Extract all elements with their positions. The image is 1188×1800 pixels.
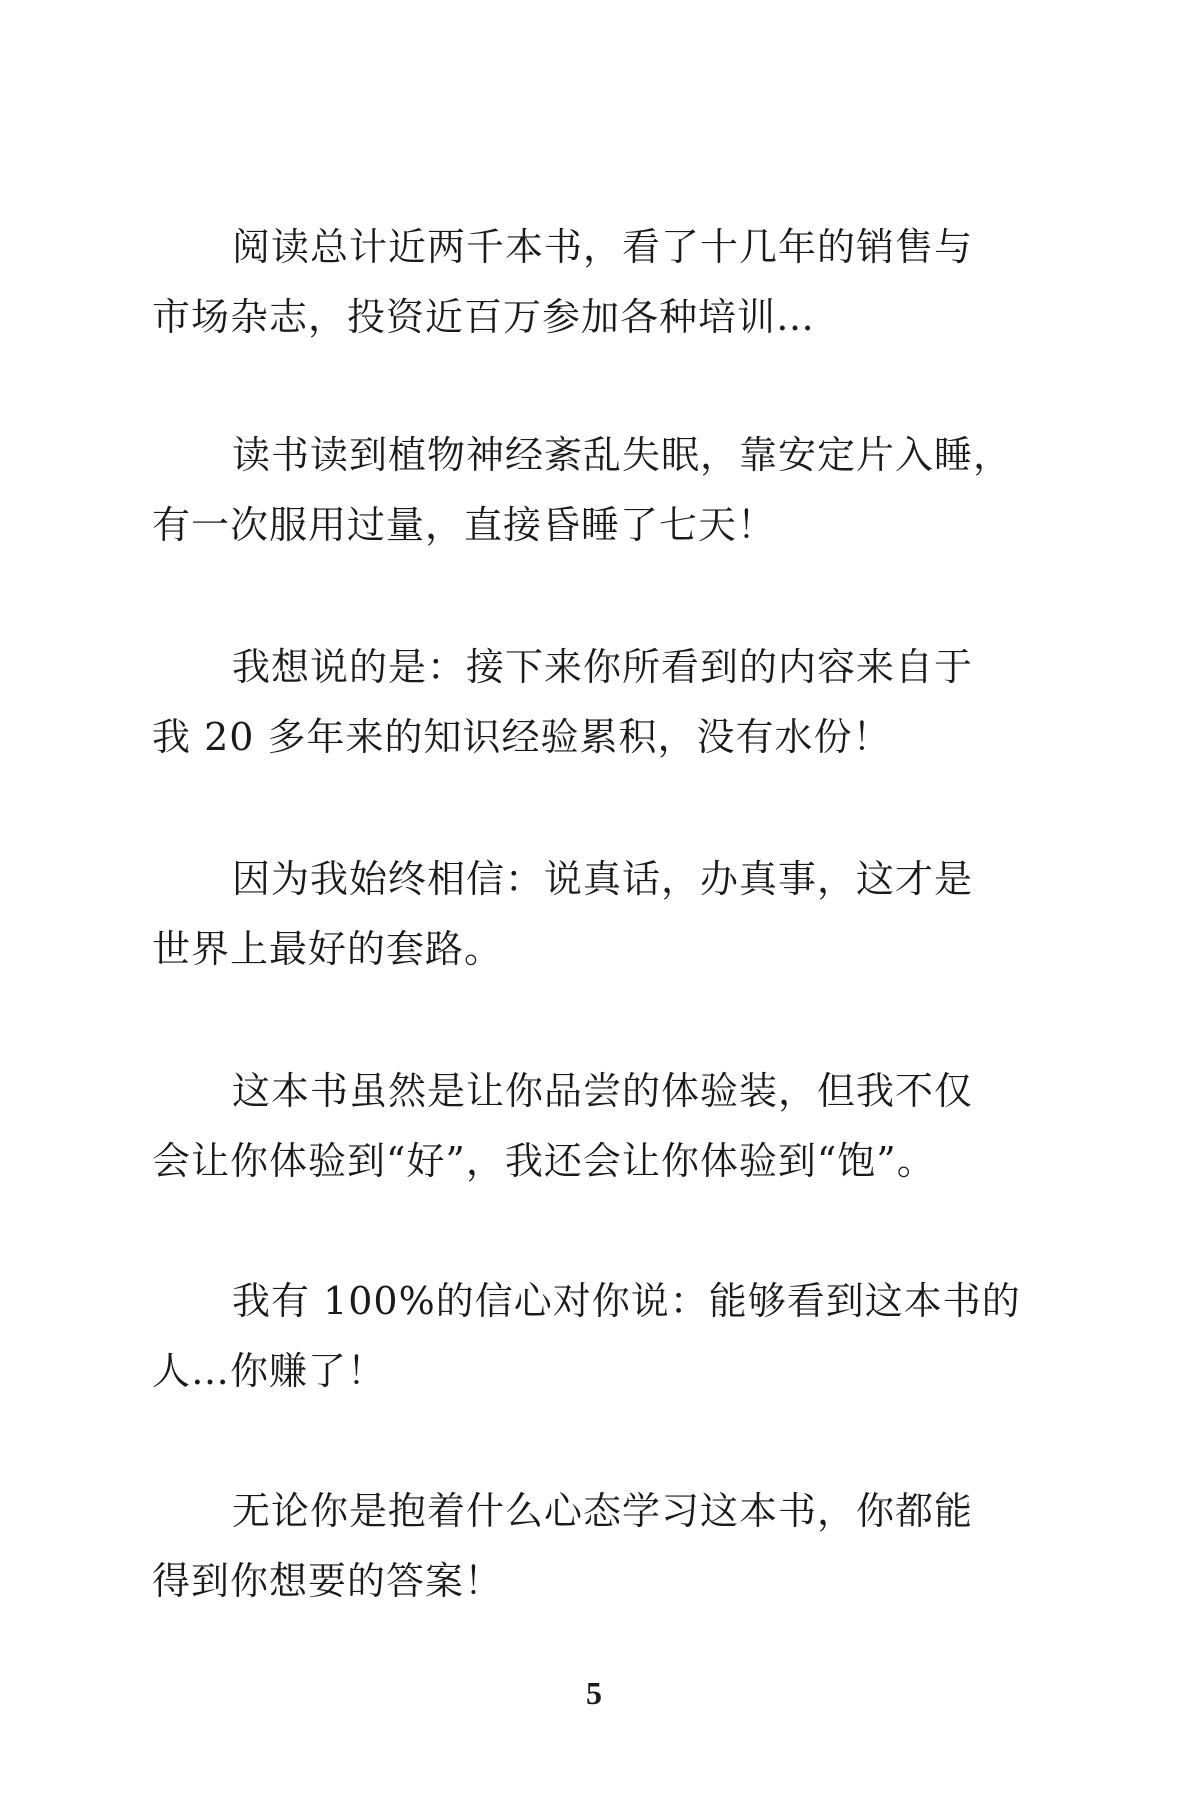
paragraph: [152, 1266, 1032, 1406]
paragraph-line: 读书读到植物神经紊乱失眠，靠安定片入睡，: [232, 433, 1013, 477]
paragraph-line: 市场杂志，投资近百万参加各种培训…: [152, 295, 816, 339]
paragraph: [152, 420, 1032, 560]
paragraph-line: 世界上最好的套路。: [152, 927, 504, 971]
paragraph: [152, 212, 1032, 352]
paragraph-line: 无论你是抱着什么心态学习这本书，你都能: [232, 1489, 974, 1533]
paragraph-line: 我 20 多年来的知识经验累积，没有水份！: [152, 715, 892, 759]
paragraph-line: 阅读总计近两千本书，看了十几年的销售与: [232, 225, 974, 269]
paragraph: [152, 1056, 1032, 1196]
page-number: 5: [586, 1675, 602, 1711]
paragraph-line: 会让你体验到“好”，我还会让你体验到“饱”。: [152, 1139, 936, 1183]
paragraph-line: 得到你想要的答案！: [152, 1559, 504, 1603]
paragraph: [152, 844, 1032, 984]
paragraph-line: 我想说的是：接下来你所看到的内容来自于: [232, 645, 974, 689]
paragraph-line: 有一次服用过量，直接昏睡了七天！: [152, 503, 777, 547]
paragraph-line: 这本书虽然是让你品尝的体验装，但我不仅: [232, 1069, 974, 1113]
paragraph-line: 我有 100%的信心对你说：能够看到这本书的: [232, 1279, 1021, 1323]
paragraph-line: 因为我始终相信：说真话，办真事，这才是: [232, 857, 974, 901]
paragraph: [152, 632, 1032, 772]
paragraph-line: 人…你赚了！: [152, 1349, 387, 1393]
paragraph: [152, 1476, 1032, 1616]
